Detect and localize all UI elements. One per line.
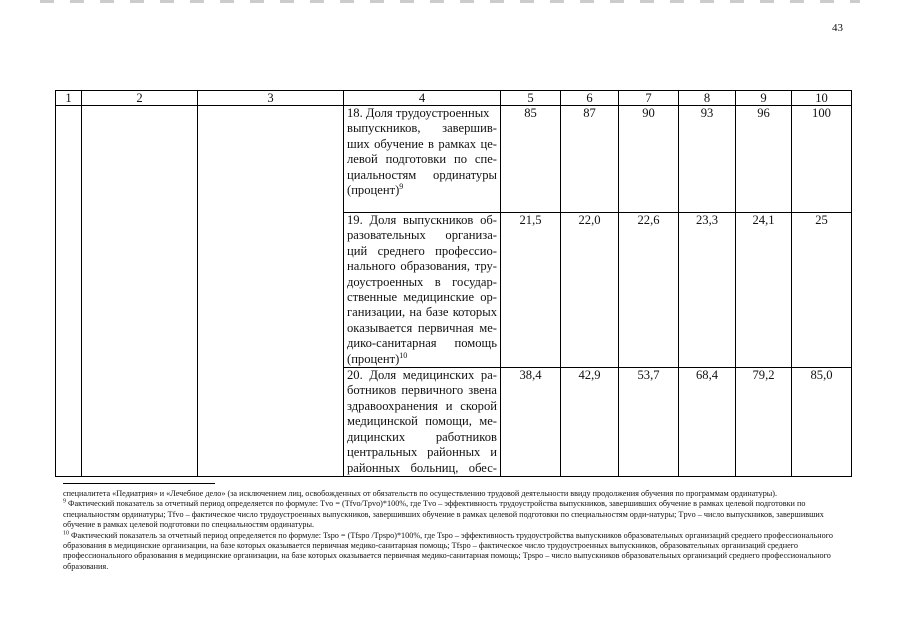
footnote-ref: 10 (399, 350, 408, 360)
indicator-line: ших обучение в рамках це- (347, 136, 497, 151)
value-cell: 25 (792, 213, 852, 368)
indicator-line: ственные медицинские ор- (347, 290, 497, 305)
value-cell: 79,2 (736, 368, 792, 477)
indicator-line: нального образования, тру- (347, 259, 497, 274)
column-header: 2 (82, 91, 198, 106)
indicator-cell (344, 213, 501, 368)
footnote-separator (63, 483, 215, 484)
indicator-table (55, 90, 852, 477)
indicator-line-last (347, 183, 497, 198)
table-row (56, 106, 852, 213)
footnote-9 (63, 499, 847, 530)
indicator-line: районных больниц, обес- (347, 460, 497, 475)
column-header: 1 (56, 91, 82, 106)
footnote-10 (63, 531, 847, 573)
value-cell: 42,9 (561, 368, 619, 477)
column-header: 8 (679, 91, 736, 106)
value-cell: 87 (561, 106, 619, 213)
footnote-continued: специалитета «Педиатрия» и «Лечебное дело» (за исключением лиц, освобожденных от обязательств по осуществлению трудовой деятельности ввиду продолжения обучения по программам ординатуры). (63, 489, 778, 498)
column-header: 7 (619, 91, 679, 106)
value-cell: 22,6 (619, 213, 679, 368)
value-cell: 38,4 (501, 368, 561, 477)
value-cell: 85 (501, 106, 561, 213)
value-cell: 90 (619, 106, 679, 213)
footnote-mark: 10 (63, 529, 69, 536)
value-cell: 68,4 (679, 368, 736, 477)
indicator-line: левой подготовки по спе- (347, 152, 497, 167)
footnote-text: Фактический показатель за отчетный период определяется по формуле: Tvo = (Tfvo/Tpvo)*100%, где Tvo – эффективность трудоустройства выпускников, завершивших обучение в рамках целевой подготовки по специальностям ординатуры; Tfvo – фактическое число трудоустроенных выпускников, завершивших обучение в рамках целевой подготовки по специальностям орди-натуры; Tpvo – число выпускников, завершивших обучение в рамках целевой подготовки по специальностям ординатуры. (63, 499, 824, 530)
footnote-text: Фактический показатель за отчетный период определяется по формуле: Tspo = (Tfspo /Tpspo)*100%, где Tspo – эффективность трудоустройства выпускников образовательных организаций среднего профессионального образования в медицинские организации, на базе которых оказывается первичная медико-санитарная помощь; Tfspo – фактическое число трудоустроенных выпускников, образовательных организаций среднего профессионального образования в медицинские организации, на базе которых оказывается первичная медико-санитарная помощь; Tpspo – число выпускников образовательных организаций среднего профессионального образования. (63, 530, 833, 571)
footnote-ref: 9 (399, 181, 404, 191)
indicator-line-text: (процент) (347, 351, 400, 366)
value-cell: 100 (792, 106, 852, 213)
indicator-line: медицинской помощи, ме- (347, 414, 497, 429)
indicator-cell (344, 368, 501, 477)
column-header: 4 (344, 91, 501, 106)
indicator-line: ций среднего профессио- (347, 243, 497, 258)
value-cell: 53,7 (619, 368, 679, 477)
column-header: 6 (561, 91, 619, 106)
indicator-line: дико-санитарная помощь (347, 336, 497, 351)
column-header: 5 (501, 91, 561, 106)
column-header: 3 (198, 91, 344, 106)
empty-cell (82, 106, 198, 477)
value-cell: 23,3 (679, 213, 736, 368)
footnotes (63, 489, 847, 572)
indicator-line: ганизации, на базе которых (347, 305, 497, 320)
page-number: 43 (832, 22, 843, 34)
indicator-line: оказывается первичная ме- (347, 320, 497, 335)
indicator-line: дицинских работников (347, 429, 497, 444)
value-cell: 21,5 (501, 213, 561, 368)
indicator-line: 20. Доля медицинских ра- (347, 368, 497, 383)
indicator-line-last (347, 352, 497, 367)
indicator-line: выпускников, завершив- (347, 121, 497, 136)
indicator-line: 18. Доля трудоустроенных (347, 106, 490, 120)
indicator-line: центральных районных и (347, 445, 497, 460)
scan-top-edge (40, 0, 860, 3)
value-cell: 22,0 (561, 213, 619, 368)
indicator-line: циальностям ординатуры (347, 167, 497, 182)
indicator-cell (344, 106, 501, 213)
column-header: 10 (792, 91, 852, 106)
indicator-line: 19. Доля выпускников об- (347, 213, 497, 227)
table-header-row (56, 91, 852, 106)
indicator-line: ботников первичного звена (347, 383, 497, 398)
indicator-line: доустроенных в государ- (347, 274, 497, 289)
indicator-line-text: (процент) (347, 183, 400, 198)
value-cell: 93 (679, 106, 736, 213)
column-header: 9 (736, 91, 792, 106)
empty-cell (198, 106, 344, 477)
indicator-line: здравоохранения и скорой (347, 398, 497, 413)
value-cell: 85,0 (792, 368, 852, 477)
value-cell: 96 (736, 106, 792, 213)
value-cell: 24,1 (736, 213, 792, 368)
indicator-line: разовательных организа- (347, 228, 497, 243)
empty-cell (56, 106, 82, 477)
footnote-mark: 9 (63, 498, 66, 505)
